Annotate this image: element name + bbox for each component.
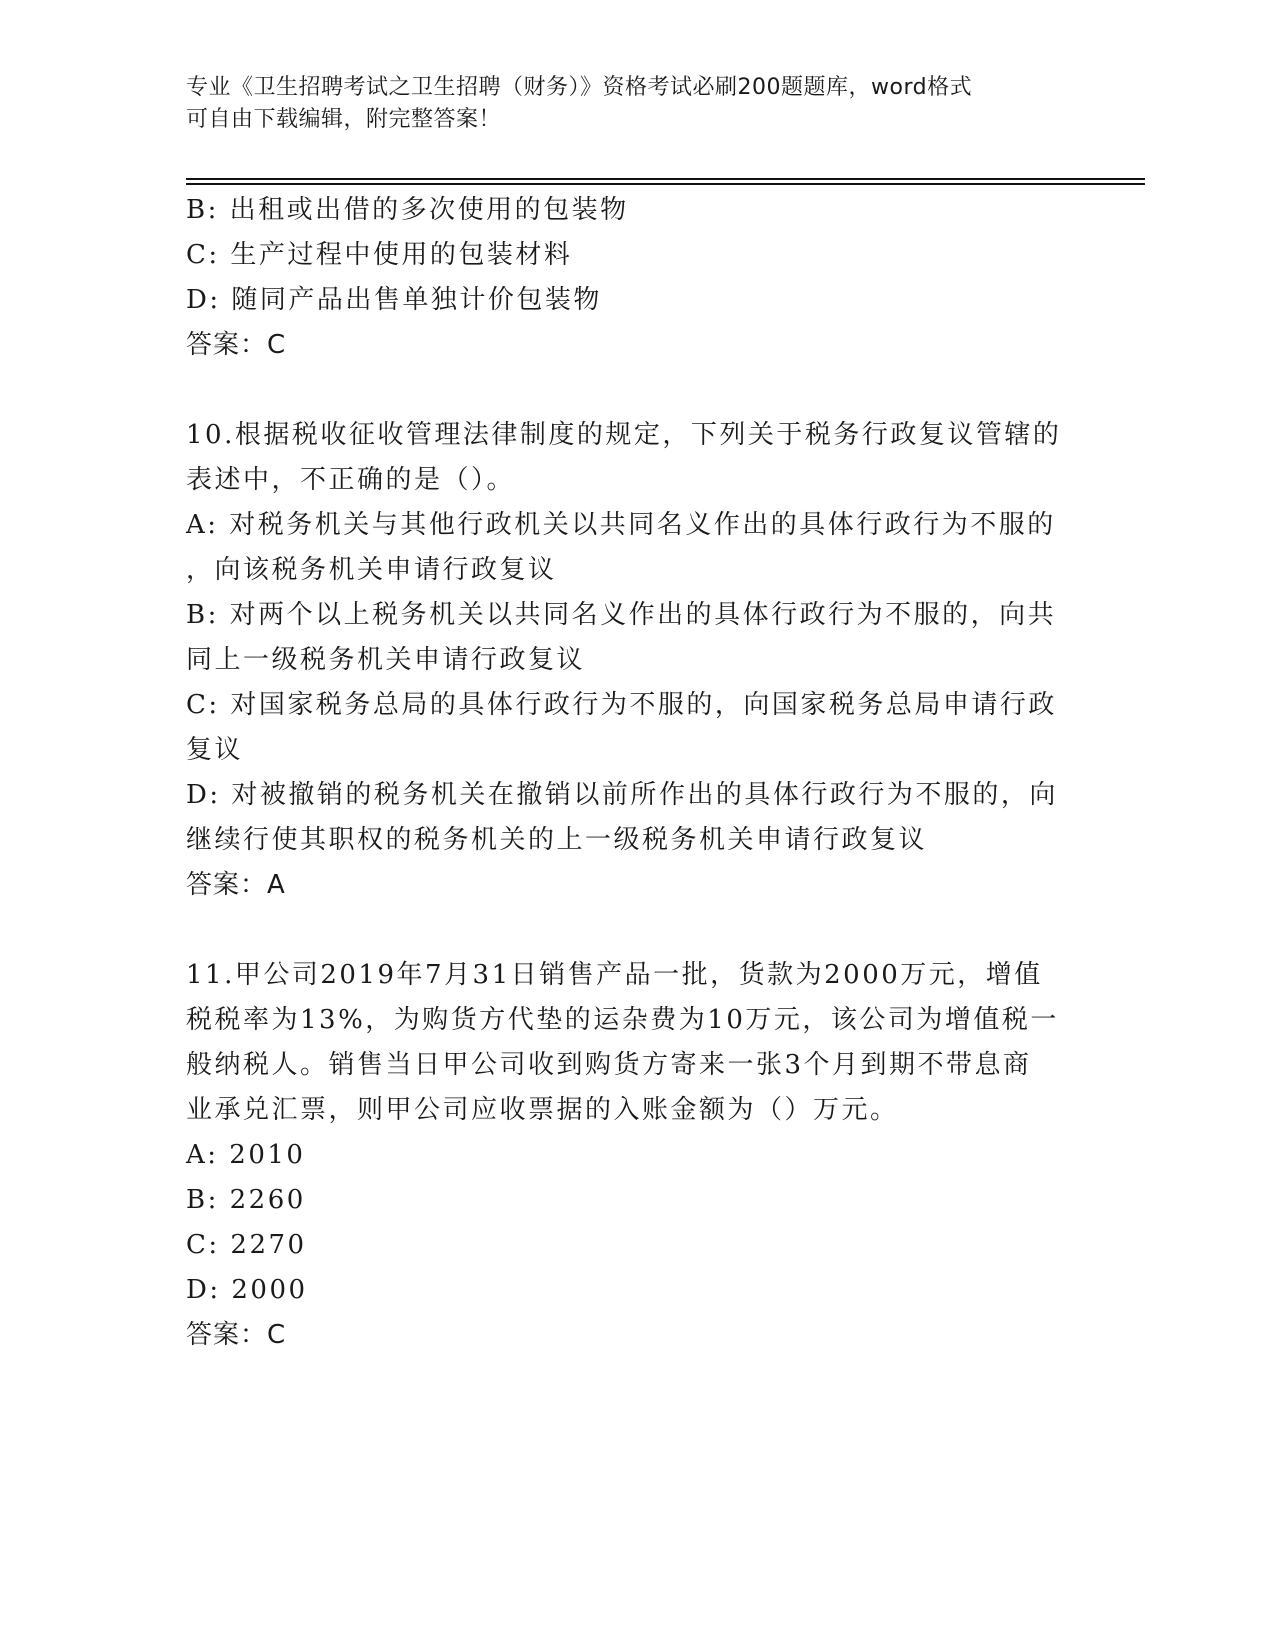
header-title-line-2: 可自由下载编辑，附完整答案！ — [186, 107, 502, 132]
option-a: A: 2010 — [186, 1140, 306, 1170]
header-divider-top — [186, 178, 1145, 180]
option-b: B: 出租或出借的多次使用的包装物 — [186, 195, 629, 225]
option-c: C: 2270 — [186, 1230, 307, 1260]
question-stem: 10.根据税收征收管理法律制度的规定，下列关于税务行政复议管辖的 — [186, 420, 1062, 450]
option-c: C: 对国家税务总局的具体行政行为不服的，向国家税务总局申请行政 — [186, 690, 1057, 720]
header-divider-bottom — [186, 183, 1145, 185]
option-c: 复议 — [186, 735, 244, 765]
question-stem: 般纳税人。销售当日甲公司收到购货方寄来一张3个月到期不带息商 — [186, 1050, 1032, 1080]
option-d: D: 对被撤销的税务机关在撤销以前所作出的具体行政行为不服的，向 — [186, 780, 1058, 810]
document-header — [186, 72, 1086, 136]
question-stem: 税税率为13%，为购货方代垫的运杂费为10万元，该公司为增值税一 — [186, 1005, 1059, 1035]
answer-label: 答案：A — [186, 870, 286, 900]
answer-label: 答案：C — [186, 1320, 287, 1350]
spacer — [186, 368, 1086, 413]
answer-label: 答案：C — [186, 330, 287, 360]
option-d: D: 2000 — [186, 1275, 308, 1305]
option-a: A: 对税务机关与其他行政机关以共同名义作出的具体行政行为不服的 — [186, 510, 1056, 540]
header-title-line-1: 专业《卫生招聘考试之卫生招聘（财务）》资格考试必刷200题题库，word格式 — [186, 75, 973, 100]
question-11 — [186, 953, 1086, 1358]
question-content — [186, 188, 1086, 1358]
question-stem: 11.甲公司2019年7月31日销售产品一批，货款为2000万元，增值 — [186, 960, 1043, 990]
question-stem: 业承兑汇票，则甲公司应收票据的入账金额为（）万元。 — [186, 1095, 899, 1125]
option-b: 同上一级税务机关申请行政复议 — [186, 645, 586, 675]
option-d: D: 随同产品出售单独计价包装物 — [186, 285, 602, 315]
question-10 — [186, 413, 1086, 908]
question-stem: 表述中，不正确的是（）。 — [186, 465, 516, 495]
option-c: C: 生产过程中使用的包装材料 — [186, 240, 573, 270]
option-d: 继续行使其职权的税务机关的上一级税务机关申请行政复议 — [186, 825, 928, 855]
option-b: B: 2260 — [186, 1185, 306, 1215]
previous-question — [186, 188, 1086, 368]
option-a: ，向该税务机关申请行政复议 — [186, 555, 557, 585]
spacer — [186, 908, 1086, 953]
option-b: B: 对两个以上税务机关以共同名义作出的具体行政行为不服的，向共 — [186, 600, 1057, 630]
